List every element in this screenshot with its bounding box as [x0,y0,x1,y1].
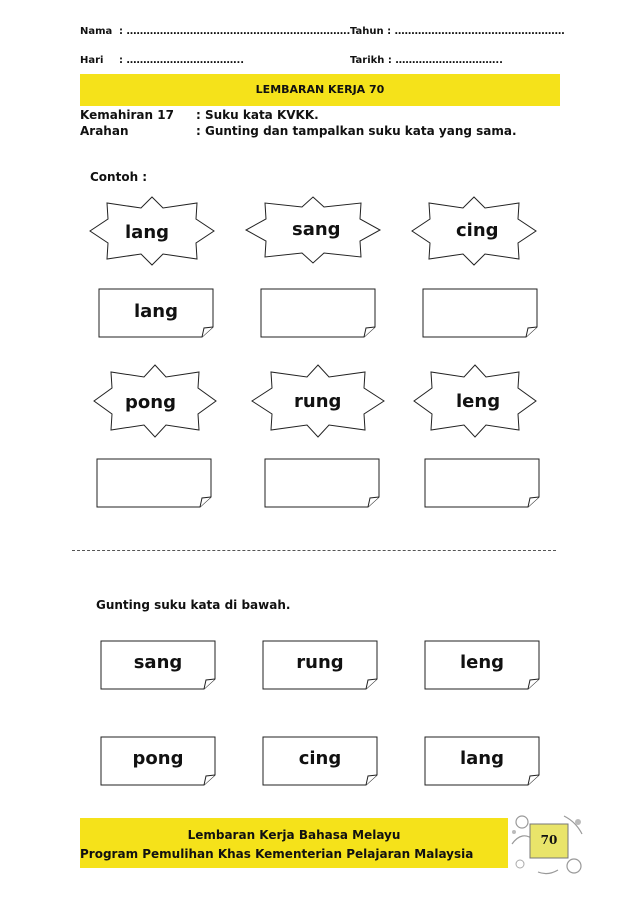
card-word: lang [459,748,504,769]
card-outline [260,288,376,338]
page-title: LEMBARAN KERJA 70 [255,83,385,96]
cut-card[interactable] [424,736,540,786]
star-word: pong [125,392,176,413]
paste-card[interactable] [422,288,538,338]
nama-field[interactable]: : …………………………………………………………. [119,26,351,37]
card-word: leng [459,652,505,673]
page-number-badge [508,808,588,878]
title-banner [80,74,560,106]
star-shape [250,363,386,439]
star-word: leng [456,391,501,412]
arahan-label: Arahan [80,124,129,138]
paste-card[interactable] [264,458,380,508]
hari-field[interactable]: : …………………………….. [119,55,245,66]
footer-line-2: Program Pemulihan Khas Kementerian Pelajaran Malaysia [80,847,474,861]
kemahiran-value: : Suku kata KVKK. [196,108,319,122]
star-shape [88,195,216,267]
cut-instruction: Gunting suku kata di bawah. [96,598,291,612]
arahan-value: : Gunting dan tampalkan suku kata yang sama. [196,124,517,138]
star-shape [244,195,382,265]
cut-card[interactable] [262,640,378,690]
star-shape [92,363,218,439]
page-number: 70 [540,833,558,847]
card-outline [96,458,212,508]
kemahiran-label: Kemahiran 17 [80,108,174,122]
paste-card[interactable] [96,458,212,508]
hari-label: Hari [80,55,104,66]
star-shape [412,363,538,439]
star-shape [410,195,538,267]
contoh-label: Contoh : [90,170,148,184]
star-word: sang [292,219,341,240]
card-outline [264,458,380,508]
paste-card[interactable] [260,288,376,338]
card-word: cing [298,748,342,769]
tarikh-field[interactable]: Tarikh : ………………………….. [350,55,503,66]
paste-card[interactable] [424,458,540,508]
star-word: lang [125,222,170,243]
cut-card[interactable] [100,640,216,690]
cut-card[interactable] [100,736,216,786]
footer-banner [80,818,508,868]
footer-line-1: Lembaran Kerja Bahasa Melayu [187,828,401,842]
cut-card[interactable] [262,736,378,786]
card-word: sang [133,652,183,673]
card-outline [422,288,538,338]
card-outline [424,458,540,508]
nama-label: Nama [80,26,113,37]
star-word: rung [294,391,342,412]
star-word: cing [456,220,499,241]
card-word: pong [132,748,184,769]
card-word: lang [133,301,178,322]
tahun-field[interactable]: Tahun : …………………………………………… [350,26,565,37]
cut-line [72,550,556,551]
cut-card[interactable] [424,640,540,690]
card-word: rung [296,652,344,673]
paste-card[interactable] [98,288,214,338]
